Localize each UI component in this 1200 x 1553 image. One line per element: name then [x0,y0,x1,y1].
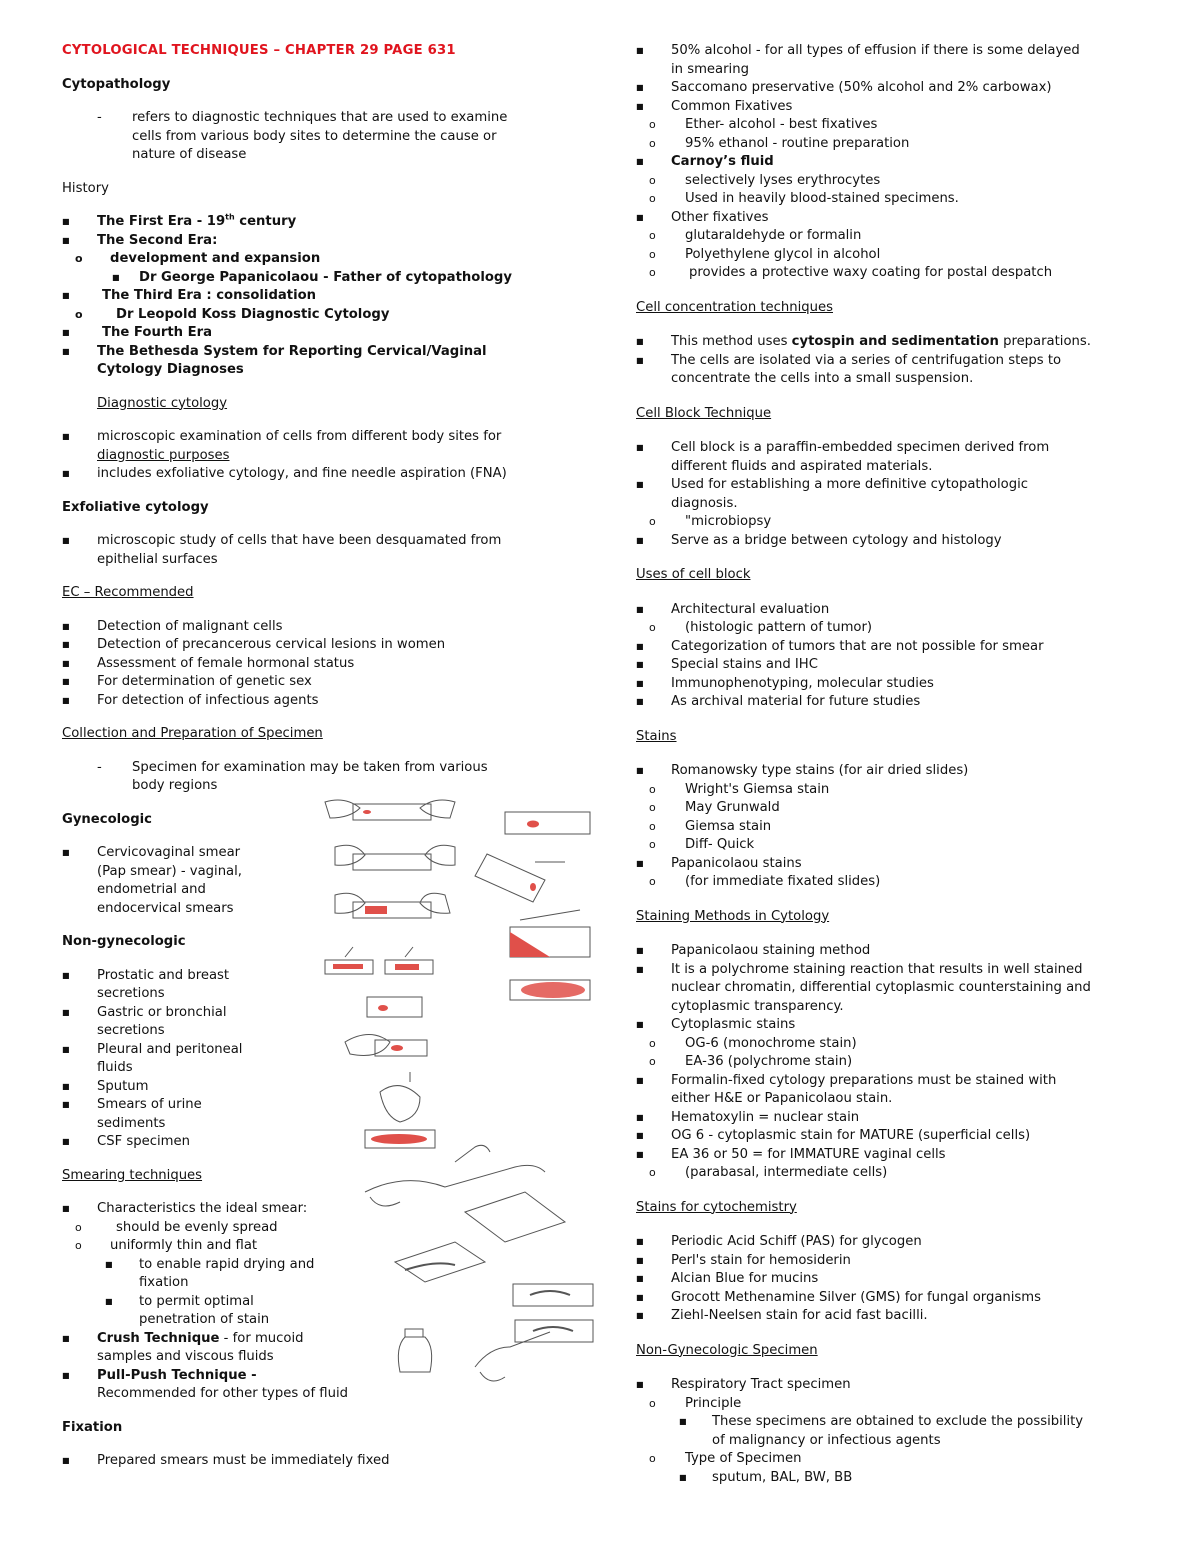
square-bullet-icon: ■ [62,640,70,649]
square-bullet-icon: ■ [636,946,644,955]
cytopathology-heading: Cytopathology [62,76,171,92]
pull-push-item: ■ Pull-Push Technique - [62,1367,562,1386]
square-bullet-icon: ■ [636,157,644,166]
square-bullet-icon: ■ [636,46,644,55]
list-subitem: o Type of Specimen [636,1450,1156,1469]
hands-slide-illustration [335,845,565,902]
square-bullet-icon: ■ [636,964,644,974]
list-item: ■ Papanicolaou staining method [636,942,1156,961]
gyn-item-line: endometrial and [97,882,206,897]
fixative-subitem: o Ether- alcohol - best fixatives [636,116,1156,135]
list-subitem: o (parabasal, intermediate cells) [636,1164,1156,1183]
hands-slide-illustration [335,893,590,957]
crush-technique-illustration [365,1145,593,1381]
list-item: ■ Detection of precancerous cervical lesions in women [62,636,562,655]
square-bullet-icon: ■ [636,604,644,614]
slide-illustration [367,997,422,1017]
fixative-subitem: o provides a protective waxy coating for postal despatch [636,264,1156,283]
square-bullet-icon: ■ [636,355,644,365]
fixative-item: ■ Common Fixatives [636,98,1156,117]
non-gynecologic-heading: Non-gynecologic [62,934,186,949]
circle-bullet-icon: o [649,136,656,150]
square-bullet-icon: ■ [636,1292,644,1302]
list-item: ■ Categorization of tumors that are not possible for smear [636,638,1156,657]
list-item: ■ As archival material for future studies [636,693,1156,712]
collection-item: - Specimen for examination may be taken from various [97,759,488,775]
square-bullet-icon: ■ [62,970,70,980]
list-subitem: o Wright's Giemsa stain [636,781,1156,800]
square-bullet-icon: ■ [105,1259,113,1269]
history-heading: History [62,180,109,196]
square-bullet-icon: ■ [636,1112,644,1122]
square-bullet-icon: ■ [636,535,644,545]
circle-bullet-icon: o [649,1396,656,1410]
fixation-item: ■ Prepared smears must be immediately fixed [62,1452,562,1471]
list-item: ■ Alcian Blue for mucins [636,1270,1156,1289]
square-bullet-icon: ■ [62,848,70,857]
square-bullet-icon: ■ [636,1075,644,1085]
list-subitem: o EA-36 (polychrome stain) [636,1053,1156,1072]
diagnostic-item-line: diagnostic purposes [97,447,230,463]
square-bullet-icon: ■ [62,1333,70,1343]
fixative-item: ■ Other fixatives [636,209,1156,228]
fixative-subitem: o 95% ethanol - routine preparation [636,135,1156,154]
square-bullet-icon: ■ [62,328,70,337]
gynecologic-heading: Gynecologic [62,811,152,827]
third-era-item: ■ The Third Era : consolidation [62,287,562,306]
list-item: ■ EA 36 or 50 = for IMMATURE vaginal cells [636,1146,1156,1165]
smear-item: o uniformly thin and flat [62,1237,562,1256]
square-bullet-icon: ■ [679,1417,687,1426]
fourth-era-item: ■ The Fourth Era [62,324,562,343]
smear-item: ■ to permit optimal [62,1293,562,1312]
circle-bullet-icon: o [649,173,656,187]
list-subitem: o (for immediate fixated slides) [636,873,1156,892]
smear-item: ■ to enable rapid drying and [62,1256,562,1275]
square-bullet-icon: ■ [636,337,644,346]
circle-bullet-icon: o [649,782,656,796]
crush-item-line: samples and viscous fluids [97,1349,274,1364]
fixative-subitem: o selectively lyses erythrocytes [636,172,1156,191]
list-item: ■ Periodic Acid Schiff (PAS) for glycogen [636,1233,1156,1252]
cytopathology-definition-line: nature of disease [132,147,247,162]
circle-bullet-icon: o [649,266,656,279]
smearing-illustrations [305,792,605,1392]
circle-bullet-icon: o [649,247,656,261]
square-bullet-icon: ■ [62,217,70,226]
list-item: ■ Respiratory Tract specimen [636,1376,1156,1395]
circle-bullet-icon: o [75,1220,82,1234]
circle-bullet-icon: o [649,1036,656,1050]
square-bullet-icon: ■ [636,678,644,688]
square-bullet-icon: ■ [112,272,120,282]
non-gynecologic-specimen-heading: Non-Gynecologic Specimen [636,1342,818,1358]
square-bullet-icon: ■ [636,1274,644,1283]
smear-item: o should be evenly spread [62,1219,562,1238]
list-subitem: o Principle [636,1395,1156,1414]
list-item: ■ CSF specimen [62,1133,562,1152]
circle-bullet-icon: o [649,1166,656,1179]
list-subitem: o Diff- Quick [636,836,1156,855]
list-item: ■ It is a polychrome staining reaction that results in well stained [636,961,1156,980]
square-bullet-icon: ■ [62,432,70,441]
list-item: ■ Smears of urine [62,1096,562,1115]
list-item: ■ The cells are isolated via a series of centrifugation steps to [636,352,1156,371]
square-bullet-icon: ■ [636,1020,644,1029]
list-item-line: different fluids and aspirated materials. [671,458,933,474]
list-item-line: fluids [97,1060,133,1075]
second-era-item: ■ The Second Era: [62,232,562,251]
gyn-item-line: endocervical smears [97,900,234,916]
square-bullet-icon: ■ [636,641,644,651]
smear-item: ■ Characteristics the ideal smear: [62,1200,562,1219]
list-item: ■ Ziehl-Neelsen stain for acid fast bacilli. [636,1307,1156,1326]
square-bullet-icon: ■ [62,346,70,356]
stains-heading: Stains [636,728,677,744]
cell-concentration-heading: Cell concentration techniques [636,299,833,315]
first-era-item: ■ The First Era - 19th century [62,213,562,232]
circle-bullet-icon: o [649,819,656,833]
fixative-item: ■ 50% alcohol - for all types of effusion if there is some delayed [636,42,1156,61]
exfoliative-item: ■ microscopic study of cells that have been desquamated from [62,532,562,551]
list-item: ■ Papanicolaou stains [636,855,1156,874]
list-item: ■ Immunophenotyping, molecular studies [636,675,1156,694]
fixative-item-line: in smearing [671,61,749,77]
diagnostic-item: ■ includes exfoliative cytology, and fine needle aspiration (FNA) [62,465,562,484]
cytopathology-definition: - refers to diagnostic techniques that are used to examine [97,110,508,125]
list-item-line: secretions [97,1023,165,1038]
list-subitem-line: of malignancy or infectious agents [712,1432,941,1448]
list-item: ■ Perl's stain for hemosiderin [636,1252,1156,1271]
square-bullet-icon: ■ [62,291,70,300]
bethesda-item-line: Cytology Diagnoses [97,362,244,377]
smear-item-line: penetration of stain [139,1312,270,1327]
square-bullet-icon: ■ [62,469,70,478]
papanicolaou-item: ■ Dr George Papanicolaou - Father of cytopathology [62,269,562,288]
circle-bullet-icon: o [649,229,656,242]
circle-bullet-icon: o [649,1055,656,1068]
square-bullet-icon: ■ [62,1044,70,1054]
fixative-subitem: o Polyethylene glycol in alcohol [636,246,1156,265]
gyn-item-line: (Pap smear) - vaginal, [97,863,242,879]
bethesda-item: ■ The Bethesda System for Reporting Cervical/Vaginal [62,343,562,362]
smearing-heading: Smearing techniques [62,1167,203,1183]
circle-bullet-icon: o [75,252,83,265]
list-item: ■ Special stains and IHC [636,656,1156,675]
hands-slide-illustration [325,800,590,834]
square-bullet-icon: ■ [636,83,644,92]
square-bullet-icon: ■ [62,1100,70,1109]
square-bullet-icon: ■ [62,677,70,686]
list-item: ■ Gastric or bronchial [62,1004,562,1023]
staining-methods-heading: Staining Methods in Cytology [636,908,830,924]
list-item: ■ For determination of genetic sex [62,673,562,692]
list-item: ■ Romanowsky type stains (for air dried slides) [636,762,1156,781]
diagnostic-cytology-heading: Diagnostic cytology [97,395,228,411]
square-bullet-icon: ■ [62,658,70,668]
list-subitem: o OG-6 (monochrome stain) [636,1035,1156,1054]
circle-bullet-icon: o [649,118,656,131]
list-item: ■ Hematoxylin = nuclear stain [636,1109,1156,1128]
exfoliative-item-line: epithelial surfaces [97,551,218,567]
list-item-line: diagnosis. [671,495,738,511]
fixative-item: ■ Saccomano preservative (50% alcohol and 2% carbowax) [636,79,1156,98]
list-item: ■ Pleural and peritoneal [62,1041,562,1060]
list-item: ■ Serve as a bridge between cytology and histology [636,532,1156,551]
crush-item: ■ Crush Technique - for mucoid [62,1330,562,1349]
circle-bullet-icon: o [649,1452,656,1465]
list-item: ■ OG 6 - cytoplasmic stain for MATURE (superficial cells) [636,1127,1156,1146]
list-item: ■ This method uses cytospin and sedimentation preparations. [636,333,1156,352]
square-bullet-icon: ■ [636,212,644,222]
square-bullet-icon: ■ [636,1255,644,1265]
list-subitem: ■ sputum, BAL, BW, BB [636,1469,1156,1488]
square-bullet-icon: ■ [636,1149,644,1159]
square-bullet-icon: ■ [62,1081,70,1091]
list-item: ■ Grocott Methenamine Silver (GMS) for fungal organisms [636,1289,1156,1308]
list-subitem: o (histologic pattern of tumor) [636,619,1156,638]
list-item-line: cytoplasmic transparency. [671,998,844,1014]
square-bullet-icon: ■ [679,1472,687,1482]
square-bullet-icon: ■ [62,1137,70,1146]
square-bullet-icon: ■ [105,1296,113,1306]
circle-bullet-icon: o [649,801,656,814]
square-bullet-icon: ■ [636,443,644,452]
circle-bullet-icon: o [649,621,656,634]
square-bullet-icon: ■ [62,1007,70,1017]
square-bullet-icon: ■ [636,1131,644,1140]
cell-block-heading: Cell Block Technique [636,405,772,421]
circle-bullet-icon: o [75,307,83,321]
square-bullet-icon: ■ [636,858,644,868]
list-item: ■ Used for establishing a more definitive cytopathologic [636,476,1156,495]
exfoliative-heading: Exfoliative cytology [62,499,209,515]
square-bullet-icon: ■ [636,697,644,706]
square-bullet-icon: ■ [62,1370,70,1380]
hand-drop-illustration [345,1035,427,1123]
cytopathology-definition-line: cells from various body sites to determine the cause or [132,128,497,144]
square-bullet-icon: ■ [62,235,70,245]
fixative-subitem: o glutaraldehyde or formalin [636,227,1156,246]
fixative-item: ■ Carnoy’s fluid [636,153,1156,172]
list-item: ■ Cytoplasmic stains [636,1016,1156,1035]
square-bullet-icon: ■ [636,660,644,669]
list-item: ■ Sputum [62,1078,562,1097]
list-item-line: secretions [97,986,165,1001]
slide-illustration [365,1130,435,1148]
square-bullet-icon: ■ [636,1311,644,1320]
cytochemistry-heading: Stains for cytochemistry [636,1199,797,1215]
list-item-line: sediments [97,1115,166,1131]
list-subitem: o "microbiopsy [636,513,1156,532]
list-subitem: o May Grunwald [636,799,1156,818]
diagnostic-item: ■ microscopic examination of cells from different body sites for [62,428,562,447]
square-bullet-icon: ■ [636,480,644,489]
collection-heading: Collection and Preparation of Specimen [62,726,323,741]
list-item: ■ For detection of infectious agents [62,692,562,711]
right-column [636,42,1156,1487]
gyn-item: ■ Cervicovaginal smear [62,844,562,863]
square-bullet-icon: ■ [62,536,70,545]
list-item: ■ Architectural evaluation [636,601,1156,620]
square-bullet-icon: ■ [636,101,644,111]
square-bullet-icon: ■ [636,1380,644,1389]
list-item: ■ Assessment of female hormonal status [62,655,562,674]
square-bullet-icon: ■ [62,621,70,631]
square-bullet-icon: ■ [62,1204,70,1213]
list-item-line: nuclear chromatin, differential cytoplasmic counterstaining and [671,980,1091,995]
smear-item-line: fixation [139,1275,189,1290]
circle-bullet-icon: o [649,838,656,851]
list-item: ■ Cell block is a paraffin-embedded specimen derived from [636,439,1156,458]
list-item-line: concentrate the cells into a small suspension. [671,371,974,386]
circle-bullet-icon: o [75,1239,82,1252]
list-item: ■ Formalin-fixed cytology preparations must be stained with [636,1072,1156,1091]
list-subitem: ■ These specimens are obtained to exclude the possibility [636,1413,1156,1432]
circle-bullet-icon: o [649,192,656,205]
square-bullet-icon: ■ [636,1237,644,1246]
fixative-subitem: o Used in heavily blood-stained specimens. [636,190,1156,209]
uses-of-cell-block-heading: Uses of cell block [636,567,751,582]
fixation-heading: Fixation [62,1419,123,1435]
list-item: ■ Prostatic and breast [62,967,562,986]
list-item-line: either H&E or Papanicolaou stain. [671,1091,893,1106]
koss-item: o Dr Leopold Koss Diagnostic Cytology [62,306,562,325]
collection-item-line: body regions [132,778,218,793]
list-item: ■ Detection of malignant cells [62,618,562,637]
pull-push-item-line: Recommended for other types of fluid [97,1386,348,1401]
list-subitem: o Giemsa stain [636,818,1156,837]
circle-bullet-icon: o [649,515,656,528]
square-bullet-icon: ■ [62,695,70,705]
ec-recommended-heading: EC – Recommended [62,585,194,600]
development-item: o development and expansion [62,250,562,269]
square-bullet-icon: ■ [62,1456,70,1465]
circle-bullet-icon: o [649,875,656,888]
page-title: CYTOLOGICAL TECHNIQUES – CHAPTER 29 PAGE 631 [62,43,456,58]
square-bullet-icon: ■ [636,766,644,775]
